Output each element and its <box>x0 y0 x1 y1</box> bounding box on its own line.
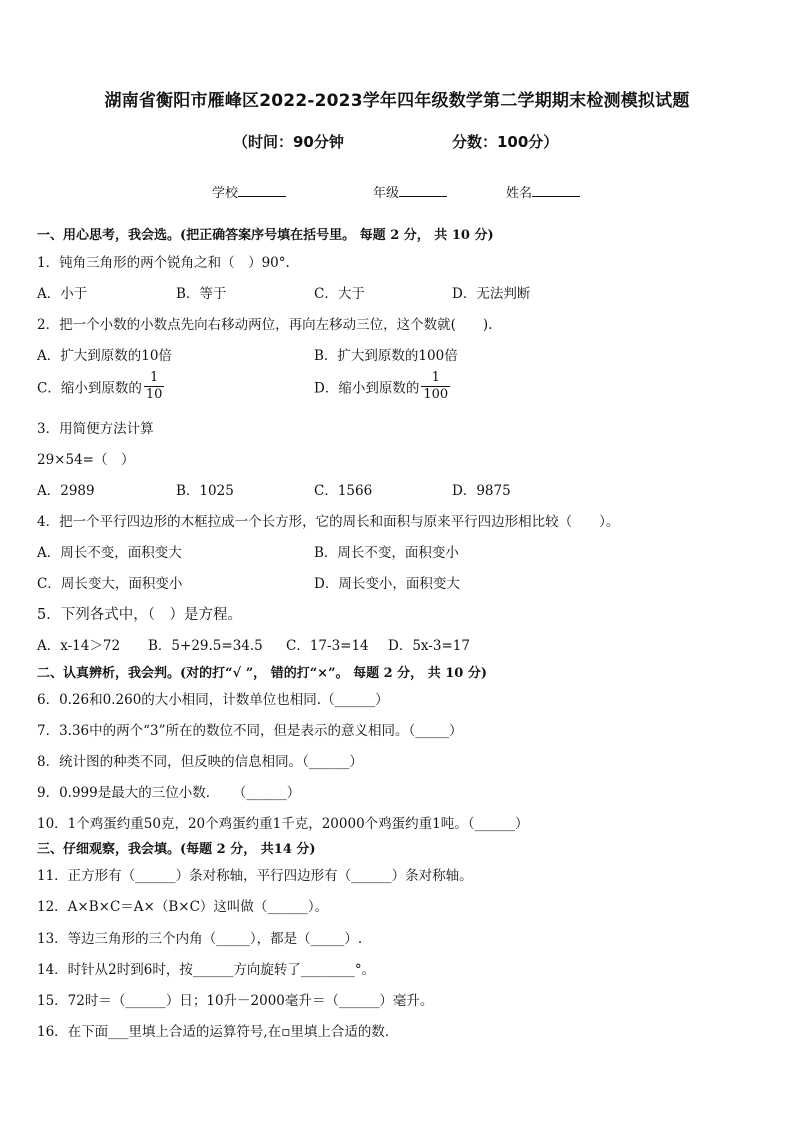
question-6: 6．0.26和0.260的大小相同，计数单位也相同.（______） <box>37 692 389 708</box>
q2-option-d: D．缩小到原数的 $\frac{1}{100}$ <box>314 370 449 402</box>
question-3-expression: 29×54=（ ） <box>37 452 135 468</box>
q1-option-d: D．无法判断 <box>452 286 531 302</box>
q4-option-c: C．周长变大，面积变小 <box>37 576 183 592</box>
q4-option-b: B．周长不变，面积变小 <box>314 545 459 561</box>
q2-option-b: B．扩大到原数的100倍 <box>314 348 458 364</box>
q2-option-a: A．扩大到原数的10倍 <box>37 348 172 364</box>
q2-fraction-c: $\frac{1}{10}$ <box>145 370 163 402</box>
q3-option-d: D．9875 <box>452 483 511 499</box>
q5-option-b: B．5+29.5=34.5 <box>148 638 263 654</box>
question-11: 11．正方形有（______）条对称轴，平行四边形有（______）条对称轴。 <box>37 868 473 884</box>
q3-option-b: B．1025 <box>176 483 234 499</box>
question-4: 4．把一个平行四边形的木框拉成一个长方形，它的周长和面积与原来平行四边形相比较（ ）。 <box>37 514 620 530</box>
section-1-heading: 一、用心思考，我会选。(把正确答案序号填在括号里。 每题 2 分， 共 10 分) <box>37 228 494 243</box>
q1-option-c: C．大于 <box>314 286 365 302</box>
question-9: 9．0.999是最大的三位小数． （______） <box>37 785 301 801</box>
grade-field: 年级 <box>373 182 447 201</box>
question-15: 15．72时＝（______）日；10升－2000毫升＝（______）毫升。 <box>37 993 434 1009</box>
q5-option-c: C．17-3=14 <box>286 638 369 654</box>
q4-option-a: A．周长不变，面积变大 <box>37 545 182 561</box>
q5-option-d: D．5x-3=17 <box>388 638 470 654</box>
section-2-heading: 二、认真辨析，我会判。(对的打“√ ”， 错的打“×”。 每题 2 分， 共 10 分) <box>37 666 487 681</box>
section-3-heading: 三、仔细观察，我会填。(每题 2 分， 共14 分) <box>37 842 316 857</box>
question-14: 14．时针从2时到6时，按______方向旋转了________°。 <box>37 962 376 978</box>
question-16: 16．在下面___里填上合适的运算符号,在▫里填上合适的数． <box>37 1024 399 1040</box>
q2-option-c: C．缩小到原数的 $\frac{1}{10}$ <box>37 370 163 402</box>
q3-option-c: C．1566 <box>314 483 373 499</box>
q4-option-d: D．周长变小，面积变大 <box>314 576 460 592</box>
q1-option-a: A．小于 <box>37 286 88 302</box>
q1-option-b: B．等于 <box>176 286 227 302</box>
question-8: 8．统计图的种类不同，但反映的信息相同。（______） <box>37 754 363 770</box>
exam-score: 分数：100分） <box>452 133 559 151</box>
question-2: 2．把一个小数的小数点先向右移动两位，再向左移动三位，这个数就( ). <box>37 317 493 333</box>
question-7: 7．3.36中的两个“3”所在的数位不同，但是表示的意义相同。（_____） <box>37 723 463 739</box>
question-3: 3．用简便方法计算 <box>37 421 154 437</box>
school-field: 学校 <box>212 182 286 201</box>
q5-option-a: A．x-14＞72 <box>37 638 121 654</box>
exam-time: （时间：90分钟 <box>233 133 344 151</box>
question-5: 5．下列各式中，（ ）是方程。 <box>37 607 242 623</box>
question-1: 1．钝角三角形的两个锐角之和（ ）90°. <box>37 255 290 271</box>
question-12: 12．A×B×C＝A×（B×C）这叫做（______）。 <box>37 899 329 915</box>
name-field: 姓名 <box>506 182 580 201</box>
page-title: 湖南省衡阳市雁峰区2022-2023学年四年级数学第二学期期末检测模拟试题 <box>104 91 690 111</box>
q3-option-a: A．2989 <box>37 483 95 499</box>
question-10: 10．1个鸡蛋约重50克，20个鸡蛋约重1千克，20000个鸡蛋约重1吨。（______） <box>37 816 529 832</box>
q2-fraction-d: $\frac{1}{100}$ <box>423 370 449 402</box>
question-13: 13．等边三角形的三个内角（_____），都是（_____）. <box>37 931 363 947</box>
